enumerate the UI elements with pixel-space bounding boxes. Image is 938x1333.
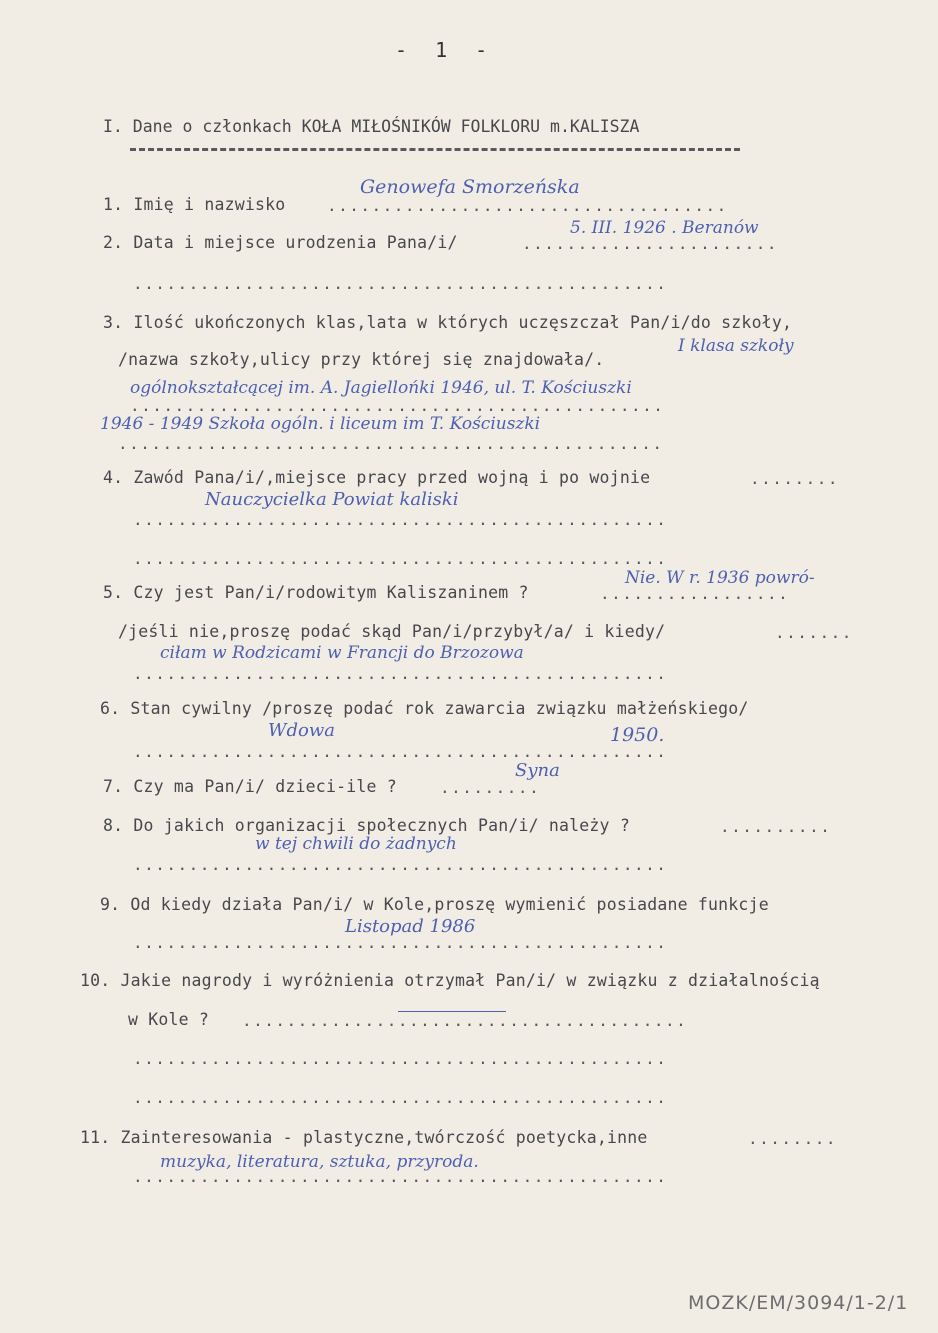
q5-label: 5. Czy jest Pan/i/rodowitym Kaliszaninem ?	[103, 583, 529, 602]
q8-extra-line: ................................................	[133, 855, 668, 874]
q1-fill-line: ....................................	[327, 196, 728, 215]
q2-fill-line: .......................	[522, 234, 779, 253]
q3-fill-line-2: .................................................	[118, 434, 664, 453]
q10-label-line1: 10. Jakie nagrody i wyróżnienia otrzymał Pan/i/ w związku z działalnością	[80, 971, 820, 990]
q2-label: 2. Data i miejsce urodzenia Pana/i/	[103, 233, 458, 252]
q4-fill-line: ........	[750, 469, 840, 488]
q5-answer-line2: ciłam w Rodzicami w Francji do Brzozowa	[160, 643, 524, 663]
q3-answer-line1: I klasa szkoły	[678, 336, 794, 356]
q5-fill-line-2: .......	[775, 623, 853, 642]
q5-extra-line: ................................................	[133, 664, 668, 683]
q4-extra-line-1: ................................................	[133, 510, 668, 529]
archive-number: MOZK/EM/3094/1-2/1	[688, 1292, 909, 1314]
q11-extra-line: ................................................	[133, 1167, 668, 1186]
q10-label-line2: w Kole ?	[128, 1010, 210, 1029]
q3-label-line1: 3. Ilość ukończonych klas,lata w których uczęszczał Pan/i/do szkoły,	[103, 313, 793, 332]
q3-label-line2: /nazwa szkoły,ulicy przy której się znajdowała/.	[118, 350, 605, 369]
heading-underline	[130, 148, 740, 151]
q3-fill-line-1: ................................................	[130, 396, 665, 415]
q11-answer: muzyka, literatura, sztuka, przyroda.	[160, 1152, 479, 1172]
q10-extra-line-2: ................................................	[133, 1088, 668, 1107]
q6-fill-line: ................................................	[133, 742, 668, 761]
q10-fill-line: ........................................	[242, 1011, 688, 1030]
q1-answer: Genowefa Smorzeńska	[360, 176, 580, 198]
q7-fill-line: .........	[440, 778, 541, 797]
q8-answer: w tej chwili do żadnych	[255, 834, 457, 854]
q1-label: 1. Imię i nazwisko	[103, 195, 286, 214]
q4-extra-line-2: ................................................	[133, 549, 668, 568]
page-number: - 1 -	[395, 38, 496, 62]
q9-fill-line: ................................................	[133, 933, 668, 952]
q5-fill-line: .................	[600, 584, 790, 603]
q5-answer-line1: Nie. W r. 1936 powró-	[625, 568, 815, 588]
q6-answer-year: 1950.	[610, 724, 665, 746]
q10-pen-stroke	[398, 1011, 506, 1012]
q8-label: 8. Do jakich organizacji społecznych Pan/i/ należy ?	[103, 816, 630, 835]
q10-extra-line-1: ................................................	[133, 1049, 668, 1068]
q2-answer: 5. III. 1926 . Beranów	[570, 218, 759, 238]
q7-label: 7. Czy ma Pan/i/ dzieci-ile ?	[103, 777, 397, 796]
q11-label: 11. Zainteresowania - plastyczne,twórczość poetycka,inne	[80, 1128, 648, 1147]
q6-answer-status: Wdowa	[268, 720, 335, 741]
q5-label-line2: /jeśli nie,proszę podać skąd Pan/i/przybył/a/ i kiedy/	[118, 622, 666, 641]
q3-answer-line2: ogólnokształcącej im. A. Jagiellońki 1946, ul. T. Kościuszki	[130, 378, 632, 398]
q7-answer: Syna	[515, 760, 560, 781]
q4-label: 4. Zawód Pana/i/,miejsce pracy przed wojną i po wojnie	[103, 468, 651, 487]
q6-label: 6. Stan cywilny /proszę podać rok zawarcia związku małżeńskiego/	[100, 699, 749, 718]
q9-label: 9. Od kiedy działa Pan/i/ w Kole,proszę wymienić posiadane funkcje	[100, 895, 769, 914]
q11-fill-line: ........	[748, 1129, 838, 1148]
q4-answer: Nauczycielka Powiat kaliski	[205, 489, 459, 510]
q8-fill-line: ..........	[720, 817, 832, 836]
q3-answer-line3: 1946 - 1949 Szkoła ogóln. i liceum im T. Kościuszki	[100, 414, 541, 434]
form-heading: I. Dane o członkach KOŁA MIŁOŚNIKÓW FOLKLORU m.KALISZA	[103, 117, 640, 136]
q9-answer: Listopad 1986	[345, 916, 476, 937]
q2-extra-line: ................................................	[133, 274, 668, 293]
